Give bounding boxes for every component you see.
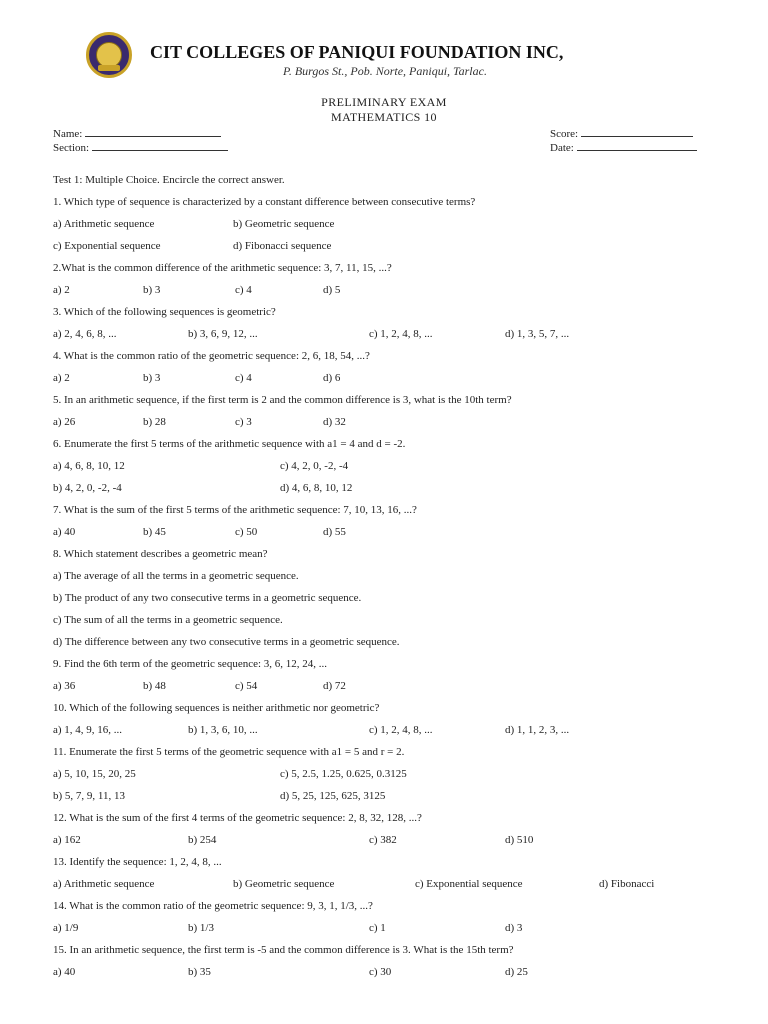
question-stem: 2.What is the common difference of the arithmetic sequence: 3, 7, 11, 15, ...? bbox=[53, 262, 392, 274]
answer-row bbox=[53, 568, 743, 590]
answer-choice[interactable]: b) 48 bbox=[143, 680, 166, 692]
answer-choice[interactable]: d) 1, 3, 5, 7, ... bbox=[505, 328, 570, 340]
question-text bbox=[53, 194, 743, 216]
logo-ribbon bbox=[98, 65, 120, 71]
question-text bbox=[53, 656, 743, 678]
question-stem: 7. What is the sum of the first 5 terms of the arithmetic sequence: 7, 10, 13, 16, ...? bbox=[53, 504, 417, 516]
question-stem: 4. What is the common ratio of the geometric sequence: 2, 6, 18, 54, ...? bbox=[53, 350, 370, 362]
question-text bbox=[53, 502, 743, 524]
answer-row bbox=[53, 238, 743, 260]
section-label: Section: bbox=[53, 142, 90, 154]
answer-choice[interactable]: c) 54 bbox=[235, 680, 258, 692]
answer-choice[interactable]: d) 1, 1, 2, 3, ... bbox=[505, 724, 570, 736]
answer-choice[interactable]: d) 25 bbox=[505, 966, 528, 978]
answer-choice[interactable]: c) The sum of all the terms in a geometric sequence. bbox=[53, 614, 283, 626]
answer-row bbox=[53, 282, 743, 304]
name-label: Name: bbox=[53, 128, 83, 140]
answer-choice[interactable]: c) 30 bbox=[369, 966, 392, 978]
answer-choice[interactable]: b) 5, 7, 9, 11, 13 bbox=[53, 790, 126, 802]
answer-row bbox=[53, 216, 743, 238]
name-field[interactable] bbox=[53, 125, 221, 140]
answer-choice[interactable]: d) Fibonacci bbox=[599, 878, 655, 890]
question-text bbox=[53, 898, 743, 920]
answer-choice[interactable]: d) 32 bbox=[323, 416, 346, 428]
answer-choice[interactable]: d) 510 bbox=[505, 834, 534, 846]
section-blank[interactable] bbox=[92, 139, 228, 151]
answer-row bbox=[53, 524, 743, 546]
answer-choice[interactable]: a) The average of all the terms in a geometric sequence. bbox=[53, 570, 299, 582]
answer-choice[interactable]: d) 5, 25, 125, 625, 3125 bbox=[280, 790, 386, 802]
answer-choice[interactable]: c) 4 bbox=[235, 372, 252, 384]
exam-subject: MATHEMATICS 10 bbox=[331, 110, 437, 124]
question-stem: 6. Enumerate the first 5 terms of the arithmetic sequence with a1 = 4 and d = -2. bbox=[53, 438, 406, 450]
question-stem: 9. Find the 6th term of the geometric sequence: 3, 6, 12, 24, ... bbox=[53, 658, 328, 670]
answer-choice[interactable]: b) Geometric sequence bbox=[233, 878, 335, 890]
answer-choice[interactable]: b) 28 bbox=[143, 416, 166, 428]
question-stem: 11. Enumerate the first 5 terms of the geometric sequence with a1 = 5 and r = 2. bbox=[53, 746, 405, 758]
answer-choice[interactable]: c) 5, 2.5, 1.25, 0.625, 0.3125 bbox=[280, 768, 407, 780]
score-field[interactable] bbox=[550, 125, 693, 140]
instructions-text: Test 1: Multiple Choice. Encircle the correct answer. bbox=[53, 174, 285, 186]
answer-choice[interactable]: a) 5, 10, 15, 20, 25 bbox=[53, 768, 136, 780]
answer-row bbox=[53, 766, 743, 788]
question-stem: 12. What is the sum of the first 4 terms of the geometric sequence: 2, 8, 32, 128, ...? bbox=[53, 812, 422, 824]
answer-choice[interactable]: a) 2 bbox=[53, 372, 70, 384]
date-blank[interactable] bbox=[577, 139, 697, 151]
answer-choice[interactable]: a) Arithmetic sequence bbox=[53, 878, 155, 890]
school-name: CIT COLLEGES OF PANIQUI FOUNDATION INC, bbox=[150, 42, 564, 62]
answer-choice[interactable]: a) 40 bbox=[53, 526, 76, 538]
question-text bbox=[53, 700, 743, 722]
question-stem: 8. Which statement describes a geometric mean? bbox=[53, 548, 268, 560]
answer-choice[interactable]: a) 162 bbox=[53, 834, 81, 846]
answer-choice[interactable]: c) 4, 2, 0, -2, -4 bbox=[280, 460, 349, 472]
question-text bbox=[53, 546, 743, 568]
date-field[interactable] bbox=[550, 139, 697, 154]
section-field[interactable] bbox=[53, 139, 228, 154]
answer-choice[interactable]: b) 1/3 bbox=[188, 922, 214, 934]
answer-choice[interactable]: b) 4, 2, 0, -2, -4 bbox=[53, 482, 122, 494]
answer-choice[interactable]: c) 4 bbox=[235, 284, 252, 296]
answer-choice[interactable]: b) 3 bbox=[143, 372, 161, 384]
answer-row bbox=[53, 678, 743, 700]
question-text bbox=[53, 810, 743, 832]
answer-choice[interactable]: c) 382 bbox=[369, 834, 397, 846]
date-label: Date: bbox=[550, 142, 574, 154]
answer-choice[interactable]: d) 72 bbox=[323, 680, 346, 692]
answer-choice[interactable]: c) Exponential sequence bbox=[415, 878, 523, 890]
answer-choice[interactable]: c) 3 bbox=[235, 416, 252, 428]
answer-choice[interactable]: a) 26 bbox=[53, 416, 76, 428]
answer-row bbox=[53, 612, 743, 634]
answer-choice[interactable]: a) 40 bbox=[53, 966, 76, 978]
answer-choice[interactable]: c) 50 bbox=[235, 526, 258, 538]
answer-choice[interactable]: b) 1, 3, 6, 10, ... bbox=[188, 724, 258, 736]
answer-row bbox=[53, 964, 743, 986]
answer-choice[interactable]: d) 4, 6, 8, 10, 12 bbox=[280, 482, 353, 494]
answer-choice[interactable]: b) 3, 6, 9, 12, ... bbox=[188, 328, 258, 340]
answer-choice[interactable]: d) 5 bbox=[323, 284, 341, 296]
school-address: P. Burgos St., Pob. Norte, Paniqui, Tarlac. bbox=[283, 64, 487, 78]
name-blank[interactable] bbox=[85, 125, 221, 137]
answer-choice[interactable]: c) 1, 2, 4, 8, ... bbox=[369, 328, 433, 340]
answer-choice[interactable]: d) The difference between any two consecutive terms in a geometric sequence. bbox=[53, 636, 400, 648]
answer-choice[interactable]: b) 45 bbox=[143, 526, 166, 538]
question-stem: 5. In an arithmetic sequence, if the first term is 2 and the common difference is 3, what is the 10th term? bbox=[53, 394, 512, 406]
answer-choice[interactable]: b) 35 bbox=[188, 966, 211, 978]
answer-row bbox=[53, 920, 743, 942]
answer-row bbox=[53, 480, 743, 502]
answer-row bbox=[53, 832, 743, 854]
question-stem: 1. Which type of sequence is characterized by a constant difference between consecutive terms? bbox=[53, 196, 476, 208]
answer-choice[interactable]: c) Exponential sequence bbox=[53, 240, 161, 252]
question-text bbox=[53, 436, 743, 458]
exam-content bbox=[53, 172, 743, 986]
answer-choice[interactable]: b) 254 bbox=[188, 834, 217, 846]
question-text bbox=[53, 260, 743, 282]
question-stem: 10. Which of the following sequences is neither arithmetic nor geometric? bbox=[53, 702, 380, 714]
answer-choice[interactable]: a) 36 bbox=[53, 680, 76, 692]
score-label: Score: bbox=[550, 128, 579, 140]
answer-choice[interactable]: b) 3 bbox=[143, 284, 161, 296]
answer-choice[interactable]: a) Arithmetic sequence bbox=[53, 218, 155, 230]
answer-choice[interactable]: d) 3 bbox=[505, 922, 523, 934]
question-text bbox=[53, 942, 743, 964]
school-logo-icon bbox=[86, 32, 132, 78]
score-blank[interactable] bbox=[581, 125, 693, 137]
answer-choice[interactable]: d) 6 bbox=[323, 372, 341, 384]
answer-choice[interactable]: d) Fibonacci sequence bbox=[233, 240, 332, 252]
answer-choice[interactable]: c) 1, 2, 4, 8, ... bbox=[369, 724, 433, 736]
exam-title: PRELIMINARY EXAM bbox=[321, 95, 447, 109]
answer-choice[interactable]: b) The product of any two consecutive terms in a geometric sequence. bbox=[53, 592, 362, 604]
answer-choice[interactable]: a) 2 bbox=[53, 284, 70, 296]
question-text bbox=[53, 304, 743, 326]
answer-choice[interactable]: a) 1, 4, 9, 16, ... bbox=[53, 724, 123, 736]
test-instructions bbox=[53, 172, 743, 194]
answer-choice[interactable]: b) Geometric sequence bbox=[233, 218, 335, 230]
answer-row bbox=[53, 634, 743, 656]
answer-row bbox=[53, 414, 743, 436]
answer-row bbox=[53, 370, 743, 392]
answer-choice[interactable]: a) 4, 6, 8, 10, 12 bbox=[53, 460, 125, 472]
question-text bbox=[53, 348, 743, 370]
question-text bbox=[53, 744, 743, 766]
answer-choice[interactable]: d) 55 bbox=[323, 526, 346, 538]
question-text bbox=[53, 392, 743, 414]
question-stem: 15. In an arithmetic sequence, the first term is -5 and the common difference is 3. What is the 15th term? bbox=[53, 944, 514, 956]
question-text bbox=[53, 854, 743, 876]
question-stem: 14. What is the common ratio of the geometric sequence: 9, 3, 1, 1/3, ...? bbox=[53, 900, 373, 912]
answer-row bbox=[53, 788, 743, 810]
page-header bbox=[0, 0, 768, 90]
question-stem: 13. Identify the sequence: 1, 2, 4, 8, ... bbox=[53, 856, 222, 868]
answer-row bbox=[53, 722, 743, 744]
answer-row bbox=[53, 326, 743, 348]
answer-row bbox=[53, 876, 743, 898]
answer-choice[interactable]: a) 1/9 bbox=[53, 922, 79, 934]
answer-row bbox=[53, 590, 743, 612]
answer-choice[interactable]: a) 2, 4, 6, 8, ... bbox=[53, 328, 117, 340]
answer-choice[interactable]: c) 1 bbox=[369, 922, 386, 934]
question-stem: 3. Which of the following sequences is geometric? bbox=[53, 306, 276, 318]
answer-row bbox=[53, 458, 743, 480]
